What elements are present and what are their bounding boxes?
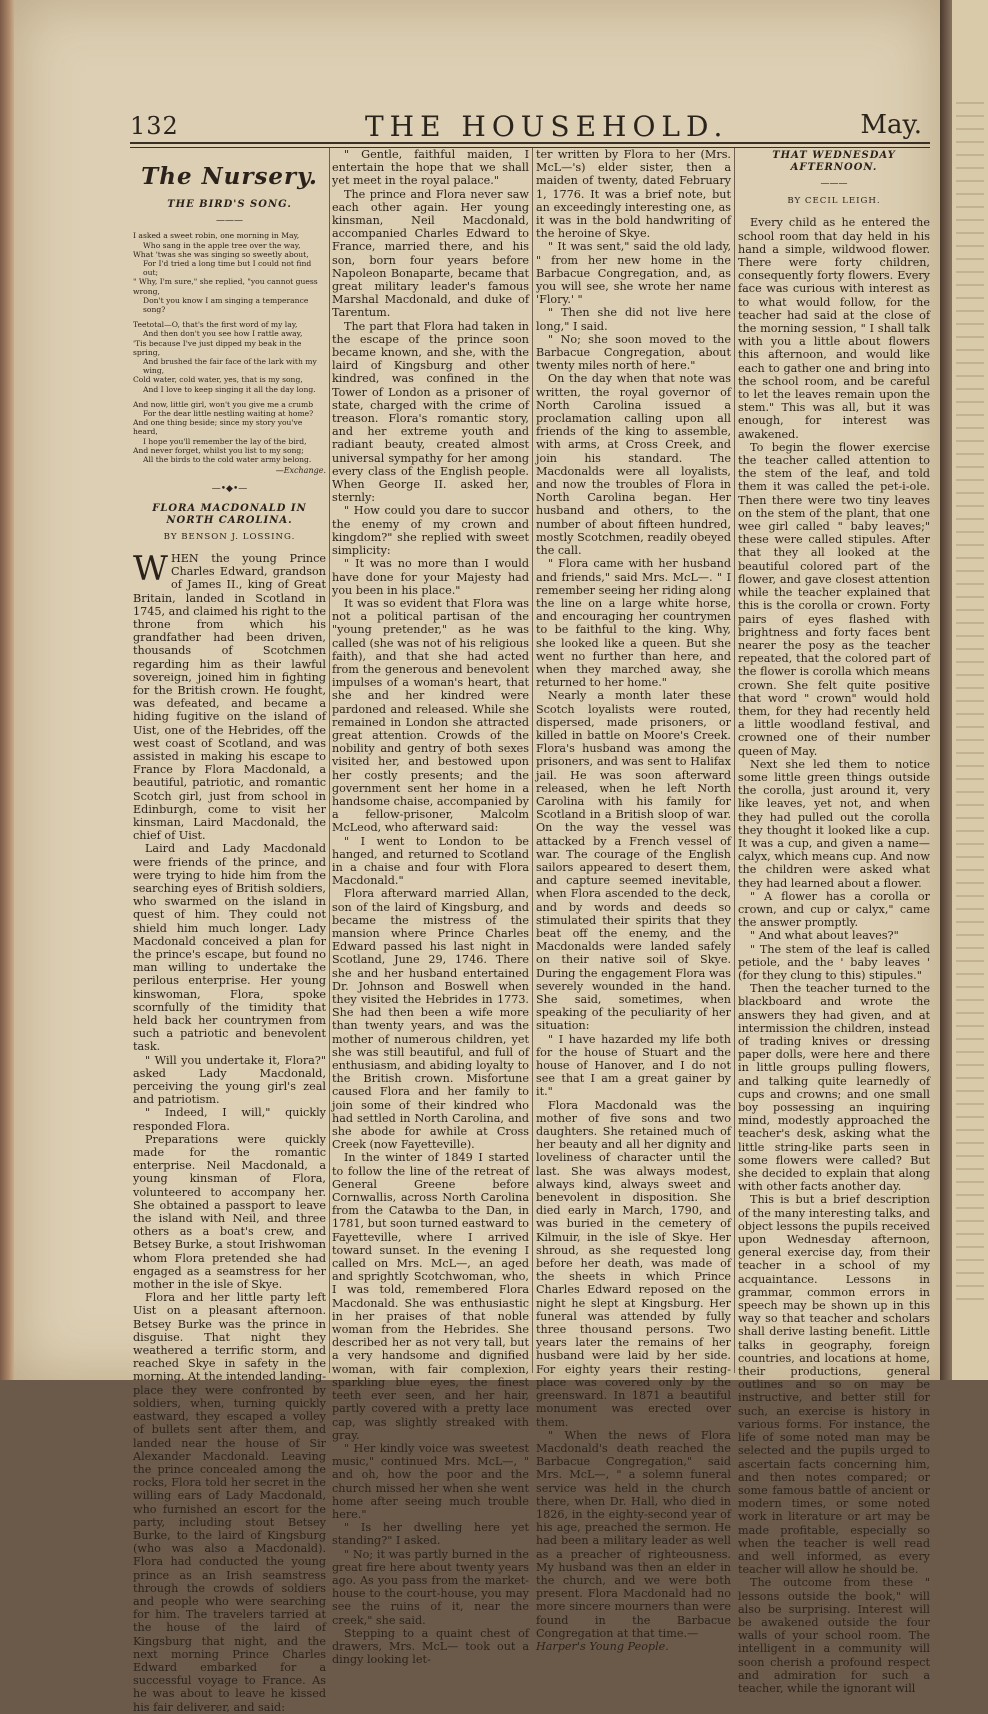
issue-month: May. [860, 110, 922, 140]
article-paragraph: " It was no more than I would have done for your Majesty had you been in his place." [332, 557, 529, 597]
poem-line: Cold water, cold water, yes, that is my song, [133, 375, 303, 385]
column-2 [332, 148, 529, 1667]
poem-line: And never forget, whilst you list to my song; [133, 445, 304, 455]
poem-source: —Exchange. [275, 466, 326, 476]
poem-line: And brushed the fair face of the lark with my wing, [143, 357, 317, 376]
article-paragraph: The outcome from these " lessons outside the book," will also be surprising. Interest will be awakened outside the four walls of your school room. The intelligent in a community will soon cherish a profound respect and admiration for such a teacher, while the ignorant will [738, 1576, 930, 1695]
article-credit: Harper's Young People. [536, 1639, 669, 1653]
poem-line: And then don't you see how I rattle away, [143, 329, 303, 339]
poem-line: I hope you'll remember the lay of the bird, [143, 436, 307, 446]
poem-line: And now, little girl, won't you give me a crumb [133, 399, 314, 409]
masthead-title: THE HOUSEHOLD. [365, 110, 729, 143]
poem-line: 'Tis because I've just dipped my beak in the spring, [133, 338, 302, 357]
byline-leigh: BY CECIL LEIGH. [787, 196, 881, 207]
page-gutter [940, 0, 952, 1380]
poem-line: What 'twas she was singing so sweetly about, [133, 249, 309, 259]
article-paragraph: " Flora came with her husband and friends," said Mrs. McL—. " I remember seeing her riding along the line on a large white horse, and encouraging her countrymen to be faithful to the king. Why, she looked like a queen. But she went no further than here, and when they marched away, she returned to her home." [536, 557, 731, 690]
next-page-edge [952, 0, 988, 1380]
column-3 [536, 148, 731, 1653]
article-paragraph: Preparations were quickly made for the romantic enterprise. Neil Macdonald, a young kinsman of Flora, volunteered to accompany her. She obtained a passport to leave the island with Neil, and three others as a boat's crew, and Betsey Burke, a stout Irishwoman whom Flora pretended she had engaged as a seamstress for her mother in the isle of Skye. [133, 1132, 326, 1292]
article-paragraph: " Indeed, I will," quickly responded Flora. [133, 1106, 326, 1133]
article-paragraph: In the winter of 1849 I started to follow the line of the retreat of General Greene before Cornwallis, across North Carolina from the Catawba to the Dan, in 1781, but soon turned eastward to Fayetteville, where I arrived toward sunset. In the evening I called on Mrs. McL—, an aged and sprightly Scotchwoman, who, I was told, remembered Flora Macdonald. She was enthusiastic in her praises of that noble woman from the Hebrides. She described her as not very tall, but a very handsome and dignified woman, with fair complexion, sparkling blue eyes, the finest teeth ever seen, and her hair, partly covered with a pretty lace cap, was slightly streaked with gray. [332, 1151, 529, 1442]
page-number: 132 [130, 112, 179, 140]
article-paragraph: " No; it was partly burned in the great fire here about twenty years ago. As you pass from the market-house to the court-house, you may see the ruins of it, near the creek," she said. [332, 1547, 529, 1627]
column-4 [738, 148, 930, 1695]
article-paragraph: The part that Flora had taken in the escape of the prince soon became known, and she, with the laird of Kingsburg and other kindred, was confined in the Tower of London as a prisoner of state, charged with the crime of treason. Flora's romantic story, and her extreme youth and radiant beauty, created almost universal sympathy for her among every class of the English people. When George II. asked her, sternly: [332, 319, 529, 505]
article-paragraph: This is but a brief description of the many interesting talks, and object lessons the pupils received upon Wednesday afternoon, general exercise day, from their teacher in a school of my acquaintance. Lessons in grammar, common errors in speech may be shown up in this way so that teacher and scholars shall derive lasting benefit. Little talks in geography, foreign countries, and locations at home, their productions, general outlines and so on may be instructive, and better still for such, an exercise is history in various forms. For instance, the life of some noted man may be selected and the pupils urged to ascertain facts concerning him, and then notes compared; or some famous battle of ancient or modern times, or some noted work in literature or art may be made profitable, especially so when the teacher is well read and well informed, as every teacher will allow he should be. [738, 1193, 930, 1577]
next-page-text-ghost [956, 100, 984, 1300]
article-paragraph: Stepping to a quaint chest of drawers, Mrs. McL— took out a dingy looking let- [332, 1626, 529, 1667]
article-paragraph: " Gentle, faithful maiden, I entertain the hope that we shall yet meet in the royal palace." [332, 148, 529, 188]
article-paragraph: " The stem of the leaf is called petiole, and the ' baby leaves ' (for they clung to this) stipules." [738, 942, 930, 982]
column-rule [734, 148, 735, 1373]
poem-line: And I love to keep singing it all the day long. [143, 384, 316, 394]
poem-line: Don't you know I am singing a temperance song? [143, 295, 309, 315]
article-paragraph: Flora and her little party left Uist on a pleasant afternoon. Betsey Burke was the prince in disguise. That night they weathered a terrific storm, and reached Skye in safety in the morning. At the intended landing-place they were confronted by soldiers, when, turning quickly eastward, they escaped a volley of bullets sent after them, and landed near the house of Sir Alexander Macdonald. Leaving the prince concealed among the rocks, Flora told her secret in the willing ears of Lady Macdonald, who furnished an escort for the party, including stout Betsey Burke, to the laird of Kingsburg (who was also a Macdonald). Flora had conducted the young prince as an Irish seamstress through the crowds of soldiers and people who were searching for him. The travelers tarried at the house of the laird of Kingsburg that night, and the next morning Prince Charles Edward embarked for a successful voyage to France. As he was about to leave he kissed his fair deliverer, and said: [133, 1291, 326, 1714]
column-1 [133, 148, 326, 1714]
article-paragraph: " It was sent," said the old lady, " from her new home in the Barbacue Congregation, and, as you will see, she wrote her name 'Flory.' " [536, 240, 731, 307]
article-paragraph: " I have hazarded my life both for the house of Stuart and the house of Hanover, and I do not see that I am a great gainer by it." [536, 1032, 731, 1099]
ornament-divider: —•◆•— [211, 484, 248, 495]
article-paragraph: It was so evident that Flora was not a political partisan of the "young pretender," as he was called (she was not of his religious faith), and that she had acted from the generous and benevolent impulses of a woman's heart, that she and her kindred were pardoned and released. While she remained in London she attracted great attention. Crowds of the nobility and gentry of both sexes visited her, and bestowed upon her costly presents; and the government sent her home in a handsome chaise, accompanied by a fellow-prisoner, Malcolm McLeod, who afterward said: [332, 596, 529, 835]
article-paragraph: Nearly a month later these Scotch loyalists were routed, dispersed, made prisoners, or killed in battle on Moore's Creek. Flora's husband was among the prisoners, and was sent to Halifax jail. He was soon afterward released, when he left North Carolina with his family for Scotland in a British sloop of war. On the way the vessel was attacked by a French vessel of war. The courage of the English sailors appeared to desert them, and capture seemed inevitable, when Flora ascended to the deck, and by words and deeds so stimulated their spirits that they beat off the enemy, and the Macdonalds were landed safely on their native soil of Skye. During the engagement Flora was severely wounded in the hand. She said, sometimes, when speaking of the peculiarity of her situation: [536, 689, 731, 1033]
ornament-dash: ——— [216, 216, 243, 227]
article-paragraph: " A flower has a corolla or crown, and cup or calyx," came the answer promptly. [738, 889, 930, 930]
column-rule [532, 148, 533, 1373]
article-title-flora: FLORA MACDONALD IN NORTH CAROLINA. [152, 502, 307, 526]
article-paragraph: Flora afterward married Allan, son of the laird of Kingsburg, and became the mistress of the mansion where Prince Charles Edward passed his last night in Scotland, June 29, 1746. There she and her husband entertained Dr. Johnson and Boswell when they visited the Hebrides in 1773. She had then been a wife more than twenty years, and was the mother of numerous children, yet she was still beautiful, and full of enthusiasm, and abiding loyalty to the British crown. Misfortune caused Flora and her family to join some of their kindred who had settled in North Carolina, and she abode for awhile at Cross Creek (now Fayetteville). [332, 887, 529, 1152]
ornament-dash: ——— [820, 179, 848, 189]
article-paragraph: Flora Macdonald was the mother of five sons and two daughters. She retained much of her beauty and all her dignity and loveliness of character until the last. She was always modest, always kind, always sweet and benevolent in disposition. She died early in March, 1790, and was buried in the cemetery of Kilmuir, in the isle of Skye. Her shroud, as she requested long before her death, was made of the sheets in which Prince Charles Edward reposed on the night he slept at Kingsburg. Her funeral was attended by fully three thousand persons. Two years later the remains of her husband were laid by her side. For eighty years their resting-place was covered only by the greensward. In 1871 a beautiful monument was erected over them. [536, 1098, 731, 1429]
article-paragraph: " Her kindly voice was sweetest music," continued Mrs. McL—, " and oh, how the poor and the church missed her when she went home after seeing much trouble here." [332, 1441, 529, 1521]
book-binding [0, 0, 14, 1380]
article-title-wednesday: THAT WEDNESDAY AFTERNOON. [772, 150, 896, 173]
article-paragraph: WHEN the young Prince Charles Edward, grandson of James II., king of Great Britain, landed in Scotland in 1745, and claimed his right to the throne from which his grandfather had been driven, thousands of Scotchmen regarding him as their lawful sovereign, joined him in fighting for the British crown. He fought, was defeated, and became a hiding fugitive on the island of Uist, one of the Hebrides, off the west coast of Scotland, and was assisted in making his escape to France by Flora Macdonald, a beautiful, patriotic, and romantic Scotch girl, just from school in Edinburgh, come to visit her kinsman, Laird Macdonald, the chief of Uist. [133, 548, 326, 843]
article-paragraph: Next she led them to notice some little green things outside the corolla, just around it, very like leaves, yet not, and when they had pulled out the corolla they thought it looked like a cup. It was a cup, and given a name—calyx, which means cup. And now the children were asked what they had learned about a flower. [738, 757, 930, 890]
article-paragraph: Laird and Lady Macdonald were friends of the prince, and were trying to hide him from the searching eyes of British soldiers, who swarmed on the island in quest of him. They could not shield him much longer. Lady Macdonald conceived a plan for the prince's escape, but found no man willing to undertake the perilous enterprise. Her young kinswoman, Flora, spoke scornfully of the timidity that held back her countrymen from such a patriotic and benevolent task. [133, 842, 326, 1054]
article-paragraph: " And what about leaves?" [750, 929, 899, 943]
article-paragraph: The prince and Flora never saw each other again. Her young kinsman, Neil Macdonald, accompanied Charles Edward to France, married there, and his son, born four years before Napoleon Bonaparte, became that great military leader's famous Marshal Macdonald, and duke of Tarentum. [332, 187, 529, 320]
poem-line: Who sang in the apple tree over the way, [143, 240, 301, 250]
article-paragraph: " Then she did not live here long," I said. [536, 306, 731, 333]
page-header [130, 106, 930, 146]
poem-line: All the birds to the cold water army belong. [143, 455, 312, 465]
article-paragraph: " Is her dwelling here yet standing?" I asked. [332, 1521, 529, 1548]
article-paragraph: ter written by Flora to her (Mrs. McL—'s) elder sister, then a maiden of twenty, dated February 1, 1776. It was a brief note, but an exceedingly interesting one, as it was in the bold handwriting of the heroine of Skye. [536, 148, 731, 241]
poem-line: For I'd tried a long time but I could not find out; [143, 259, 312, 278]
poem-title: THE BIRD'S SONG. [167, 199, 292, 211]
poem-body [133, 231, 326, 464]
poem-line: Teetotal—O, that's the first word of my lay, [133, 320, 298, 330]
article-paragraph: On the day when that note was written, the royal governor of North Carolina issued a proclamation calling upon all friends of the king to assemble, with arms, at Cross Creek, and join his standard. The Macdonalds were all loyalists, and now the troubles of Flora in North Carolina began. Her husband and others, to the number of about fifteen hundred, mostly Scotchmen, readily obeyed the call. [536, 372, 731, 558]
article-paragraph: To begin the flower exercise the teacher called attention to the stem of the leaf, and told them it was called the pet-i-ole. Then there were two tiny leaves on the stem of the plant, that one wee girl called " baby leaves;" these were called stipules. After that they all looked at the beautiful colored part of the flower, and gave closest attention while the teacher explained that this is the corolla or crown. Forty pairs of eyes flashed with brightness and forty faces bent nearer the posy as the teacher repeated, that the colored part of the flower is corolla which means crown. She felt quite positive that word " crown" would hold them, for they had recently held a little woodland festival, and crowned one of their number queen of May. [738, 440, 930, 758]
article-paragraph: " How could you dare to succor the enemy of my crown and kingdom?" she replied with sweet simplicity: [332, 504, 529, 558]
article-paragraph: " I went to London to be hanged, and returned to Scotland in a chaise and four with Flora Macdonald." [332, 834, 529, 888]
poem-line: For the dear little nestling waiting at home? [143, 409, 314, 419]
article-paragraph: Then the teacher turned to the blackboard and wrote the answers they had given, and at intermission the children, instead of trading knives or dressing paper dolls, were here and there in little groups pulling flowers, and talking quite learnedly of cups and crowns; and one small boy possessing an inquiring mind, modestly approached the teacher's desk, asking what the little string-like parts seen in some flowers were called? But she decided to explain that along with other facts another day. [738, 982, 930, 1194]
column-rule [329, 148, 330, 1373]
article-paragraph: " When the news of Flora Macdonald's death reached the Barbacue Congregation," said Mrs. McL—, " a solemn funeral service was held in the church there, when Dr. Hall, who died in 1826, in the eighty-second year of his age, preached the sermon. He had been a military leader as well as a preacher of righteousness. My husband was then an elder in the church, and we were both present. Flora Macdonald had no more sincere mourners than were found in the Barbacue Congregation at that time.— [536, 1428, 731, 1640]
drop-cap: W [133, 548, 168, 589]
poem-line: And one thing beside; since my story you've heard, [133, 418, 303, 437]
article-paragraph: " No; she soon moved to the Barbacue Congregation, about twenty miles north of here." [536, 332, 731, 373]
poem-line: I asked a sweet robin, one morning in May, [133, 231, 300, 241]
poem-line: " Why, I'm sure," she replied, "you cannot guess wrong, [133, 277, 318, 296]
article-paragraph: Every child as he entered the school room that day held in his hand a simple, wildwood flower. There were forty children, consequently forty flowers. Every face was curious with interest as to what would follow, for the teacher had said at the close of the morning session, " I shall talk with you a little about flowers this afternoon, and would like each to gather one and bring into the school room, and be careful to let the leaves remain upon the stem." This was all, but it was enough, for interest was awakened. [738, 216, 930, 441]
byline-lossing: BY BENSON J. LOSSING. [163, 531, 296, 542]
article-paragraph: " Will you undertake it, Flora?" asked Lady Macdonald, perceiving the young girl's zeal and patriotism. [133, 1053, 326, 1107]
nursery-heading: The Nursery. [141, 163, 318, 190]
